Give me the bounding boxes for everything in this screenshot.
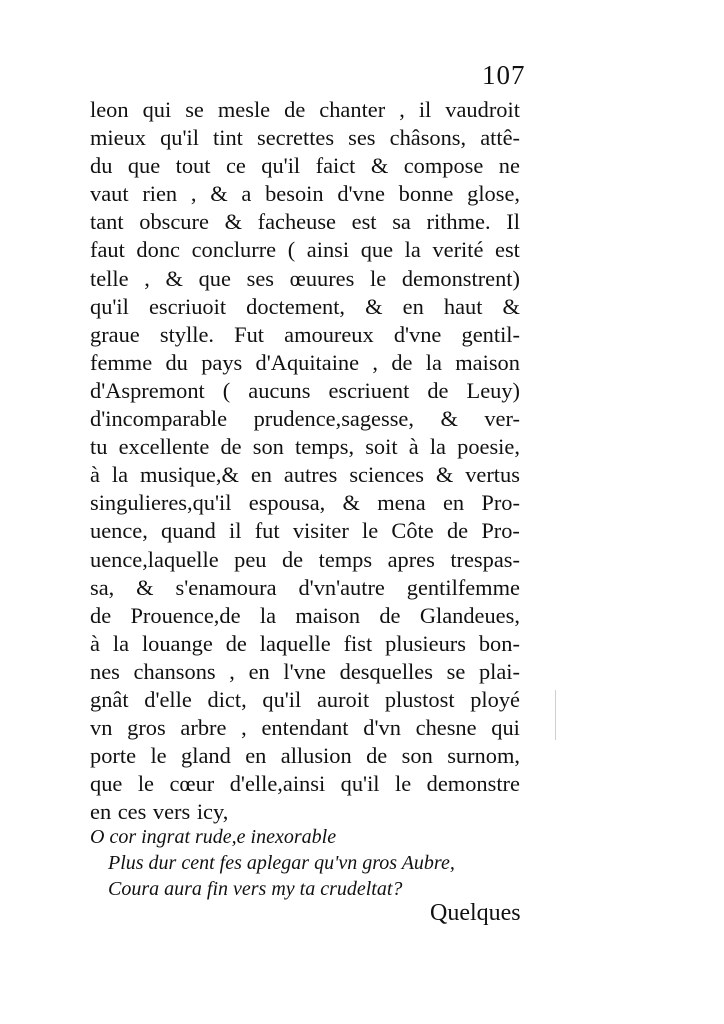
page-number: 107 <box>482 60 526 90</box>
text-line: vaut rien , & a besoin d'vne bonne glose, <box>90 181 520 207</box>
text-line: en ces vers icy, <box>90 799 229 825</box>
catchword: Quelques <box>430 900 521 926</box>
verse-line: O cor ingrat rude,e inexorable <box>90 826 337 848</box>
text-line: à la musique,& en autres sciences & vertus <box>90 462 520 488</box>
margin-mark <box>555 690 556 740</box>
text-line: telle , & que ses œuures le demonstrent) <box>90 265 520 291</box>
text-line: uence,laquelle peu de temps apres trespas- <box>90 546 520 572</box>
text-line: que le cœur d'elle,ainsi qu'il le demonstre <box>90 771 520 797</box>
text-line: nes chansons , en l'vne desquelles se plai- <box>90 658 520 684</box>
text-line: qu'il escriuoit doctement, & en haut & <box>90 293 520 319</box>
text-line: de Prouence,de la maison de Glandeues, <box>90 602 520 628</box>
text-line: sa, & s'enamoura d'vn'autre gentilfemme <box>90 574 520 600</box>
text-line: graue stylle. Fut amoureux d'vne gentil- <box>90 321 520 347</box>
text-line: vn gros arbre , entendant d'vn chesne qui <box>90 715 520 741</box>
text-line: mieux qu'il tint secrettes ses châsons, attê- <box>90 125 520 151</box>
text-line: porte le gland en allusion de son surnom, <box>90 743 520 769</box>
text-line: singulieres,qu'il espousa, & mena en Pro- <box>90 490 520 516</box>
text-line: tu excellente de son temps, soit à la poesie, <box>90 434 520 460</box>
text-line: uence, quand il fut visiter le Côte de Pro- <box>90 518 520 544</box>
verse-line: Plus dur cent fes aplegar qu'vn gros Aubre, <box>108 852 455 874</box>
text-line: d'incomparable prudence,sagesse, & ver- <box>90 406 520 432</box>
text-line: femme du pays d'Aquitaine , de la maison <box>90 349 520 375</box>
text-line: du que tout ce qu'il faict & compose ne <box>90 153 520 179</box>
text-line: à la louange de laquelle fist plusieurs bon- <box>90 630 520 656</box>
text-line: d'Aspremont ( aucuns escriuent de Leuy) <box>90 377 520 403</box>
text-line: leon qui se mesle de chanter , il vaudroit <box>90 97 520 122</box>
prose-body <box>90 96 520 826</box>
text-line: faut donc conclurre ( ainsi que la verité est <box>90 237 520 263</box>
verse-block <box>90 824 520 902</box>
verse-line: Coura aura fin vers my ta crudeltat? <box>108 878 403 900</box>
text-line: tant obscure & facheuse est sa rithme. Il <box>90 209 520 235</box>
text-line: gnât d'elle dict, qu'il auroit plustost ployé <box>90 686 520 712</box>
